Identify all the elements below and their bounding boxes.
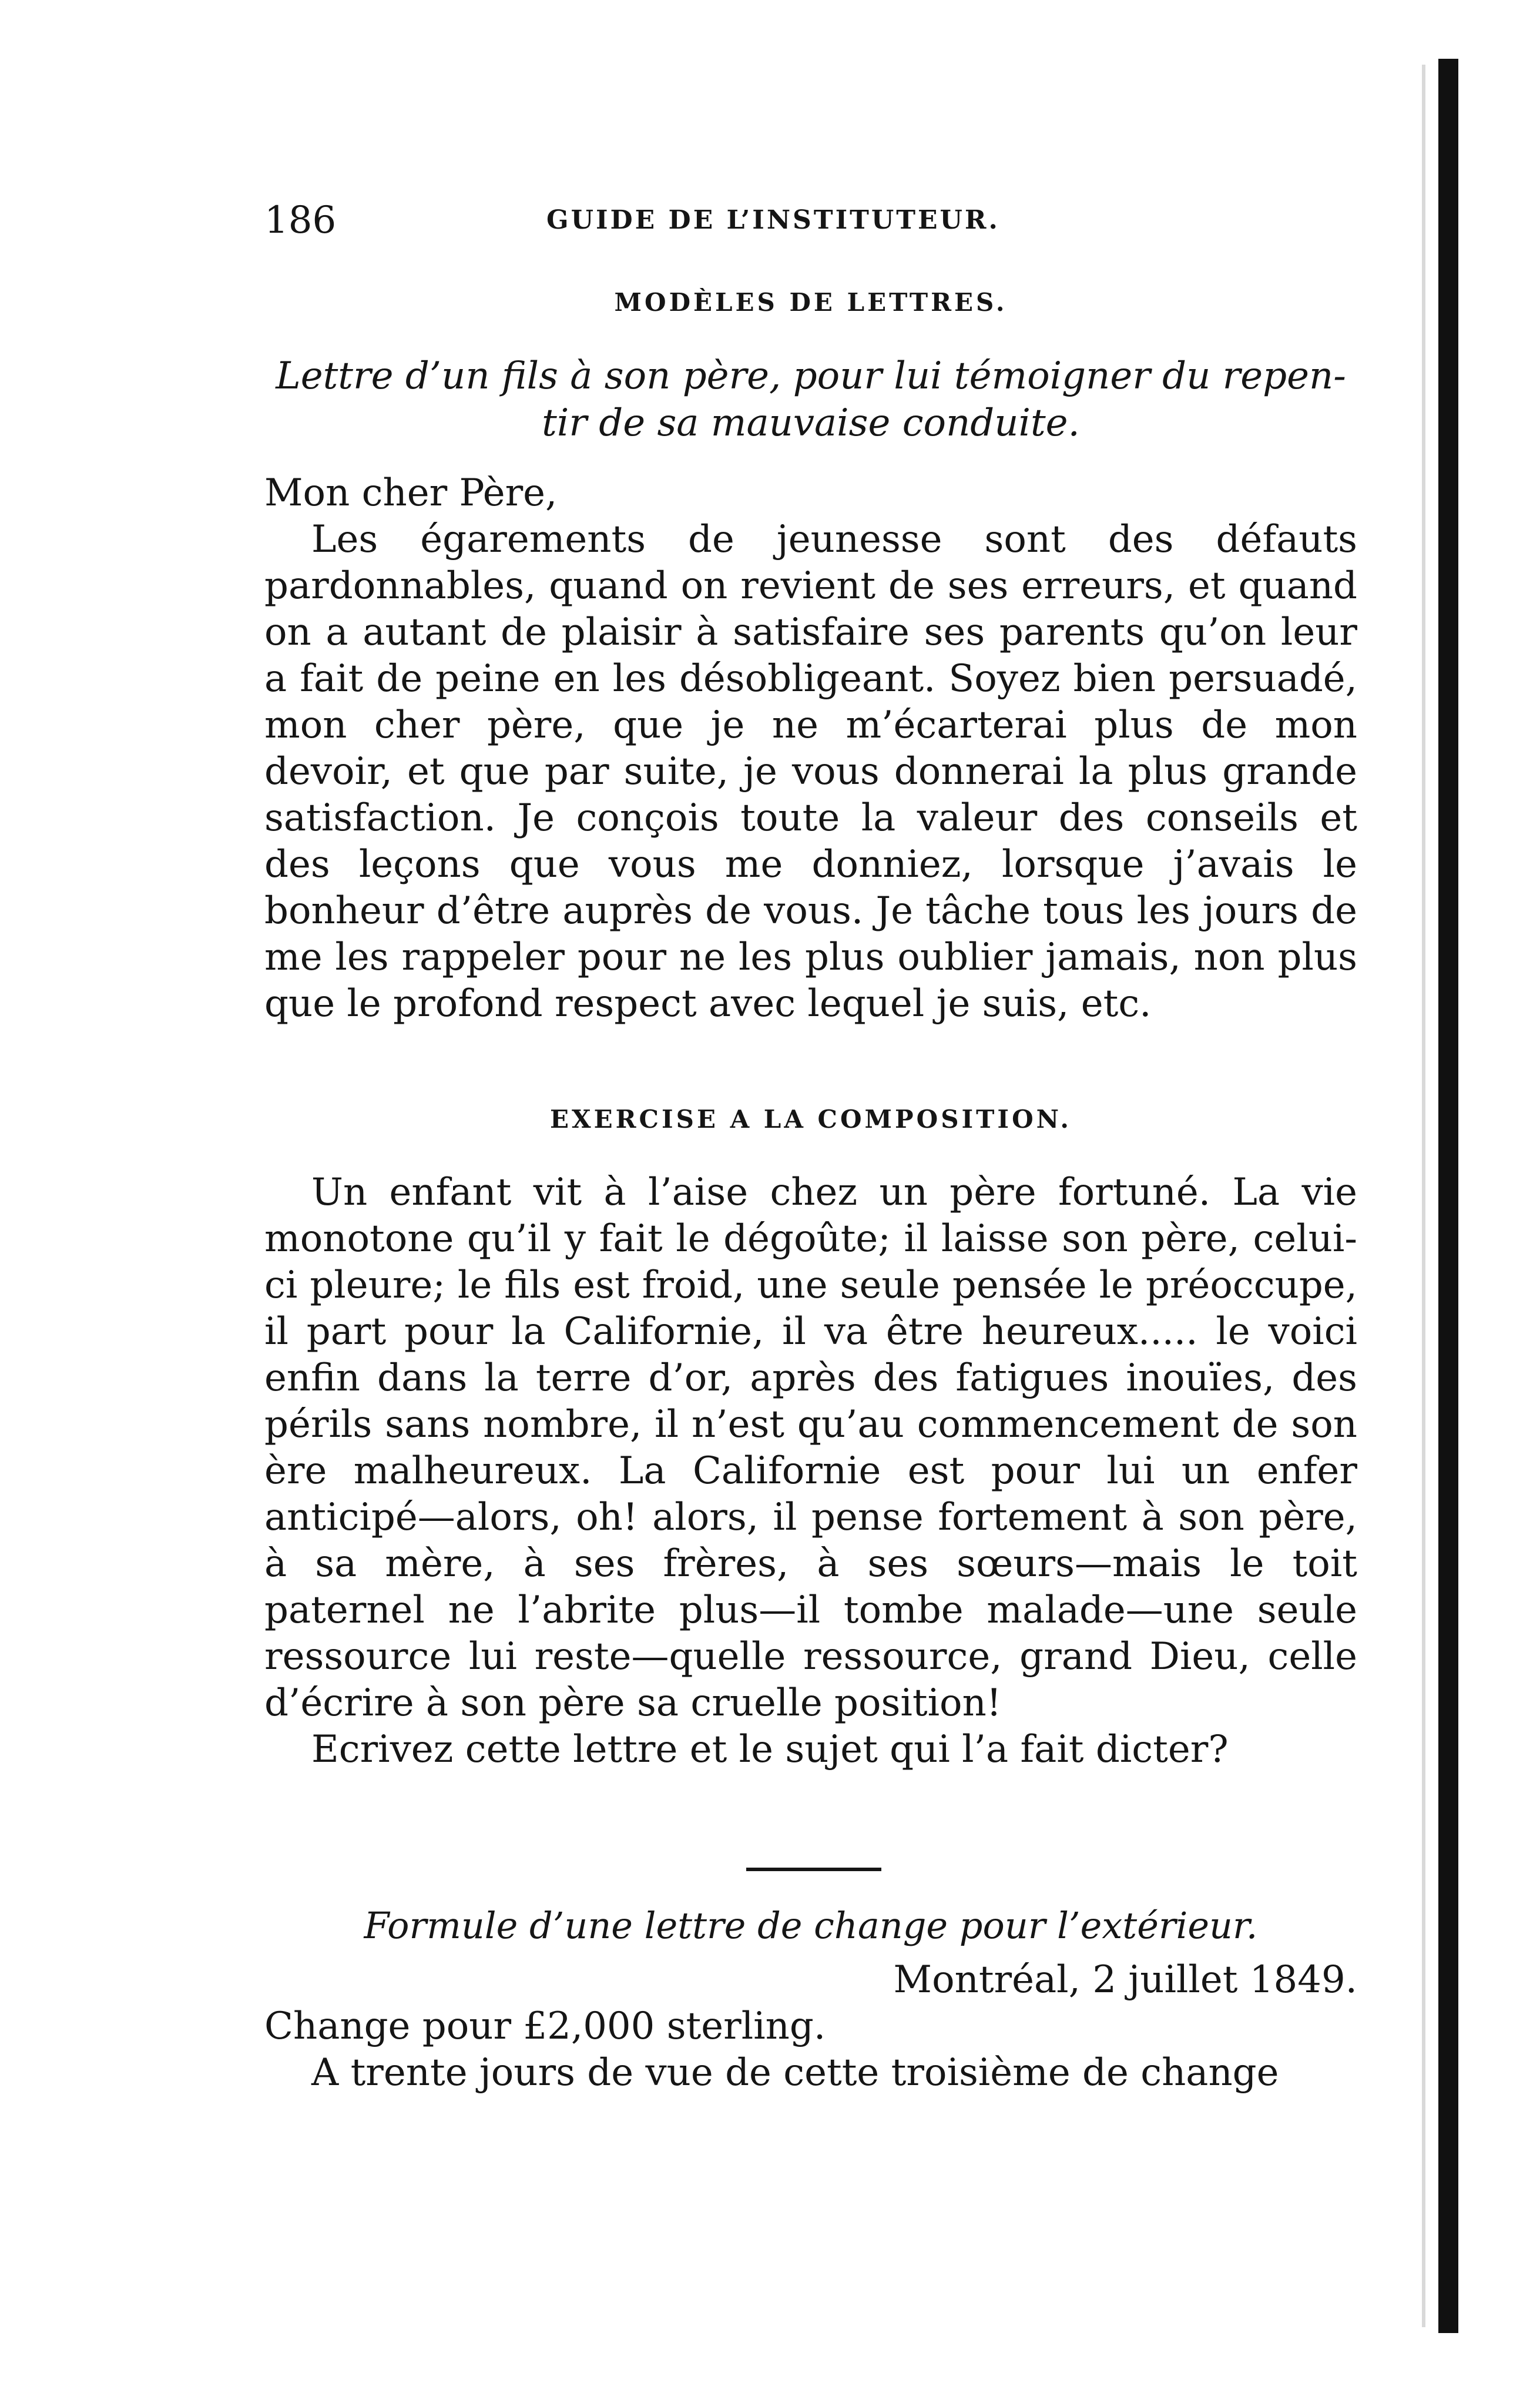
models-section-title	[264, 288, 1357, 317]
running-head: GUIDE DE L’INSTITUTEUR.	[546, 205, 1000, 235]
letter-title-line-1: Lettre d’un fils à son père, pour lui témoigner du repen-	[276, 354, 1346, 398]
formula-place-date: Montréal, 2 juillet 1849.	[893, 1958, 1357, 2002]
letter-title-line-2: tir de sa mauvaise conduite.	[542, 401, 1080, 445]
formula-amount: Change pour £2,000 sterling.	[264, 2005, 826, 2048]
exercise-body: Un enfant vit à l’aise chez un père fortuné. La vie monotone qu’il y fait le dégoûte; il laisse son père, celui-ci pleure; le fils est froid, une seule pensée le préoccupe, il part pour la Californie, il va être heureux..... le voici enfin dans la terre d’or, après des fatigues inouïes, des périls sans nombre, il n’est qu’au commencement de son ère malheureux. La Californie est pour lui un enfer anticipé—alors, oh! alors, il pense fortement à son père, à sa mère, à ses frères, à ses sœurs—mais le toit paternel ne l’abrite plus—il tombe malade—une seule ressource lui reste—quelle ressource, grand Dieu, celle d’écrire à son père sa cruelle position!	[264, 1171, 1357, 1725]
page-edge-shadow	[1422, 65, 1425, 2327]
section-divider	[746, 1868, 881, 1871]
formula-text	[264, 1957, 1357, 2096]
letter-title	[264, 353, 1357, 447]
section-title-models: MODÈLES DE LETTRES.	[614, 288, 1008, 317]
page-binding-edge	[1438, 59, 1458, 2333]
formula-title: Formule d’une lettre de change pour l’extérieur.	[364, 1904, 1258, 1947]
exercise-text	[264, 1169, 1357, 1773]
section-title-exercise: EXERCISE A LA COMPOSITION.	[550, 1105, 1072, 1134]
exercise-instruction: Ecrivez cette lettre et le sujet qui l’a fait dicter?	[311, 1728, 1229, 1771]
page-header	[264, 194, 1351, 247]
model-letter	[264, 470, 1357, 1027]
page-number: 186	[264, 199, 337, 242]
formula-last-line: A trente jours de vue de cette troisième de change	[311, 2051, 1279, 2094]
exercise-section-title	[264, 1105, 1357, 1134]
letter-body: Les égarements de jeunesse sont des défauts pardonnables, quand on revient de ses erreurs, et quand on a autant de plaisir à satisfaire ses parents qu’on leur a fait de peine en les désobligeant. Soyez bien persuadé, mon cher père, que je ne m’écarterai plus de mon devoir, et que par suite, je vous donnerai la plus grande satisfaction. Je conçois toute la valeur des conseils et des leçons que vous me donniez, lorsque j’avais le bonheur d’être auprès de vous. Je tâche tous les jours de me les rappeler pour ne les plus oublier jamais, non plus que le profond respect avec lequel je suis, etc.	[264, 518, 1357, 1025]
letter-salutation: Mon cher Père,	[264, 471, 558, 515]
formula-title-block	[264, 1904, 1357, 1947]
